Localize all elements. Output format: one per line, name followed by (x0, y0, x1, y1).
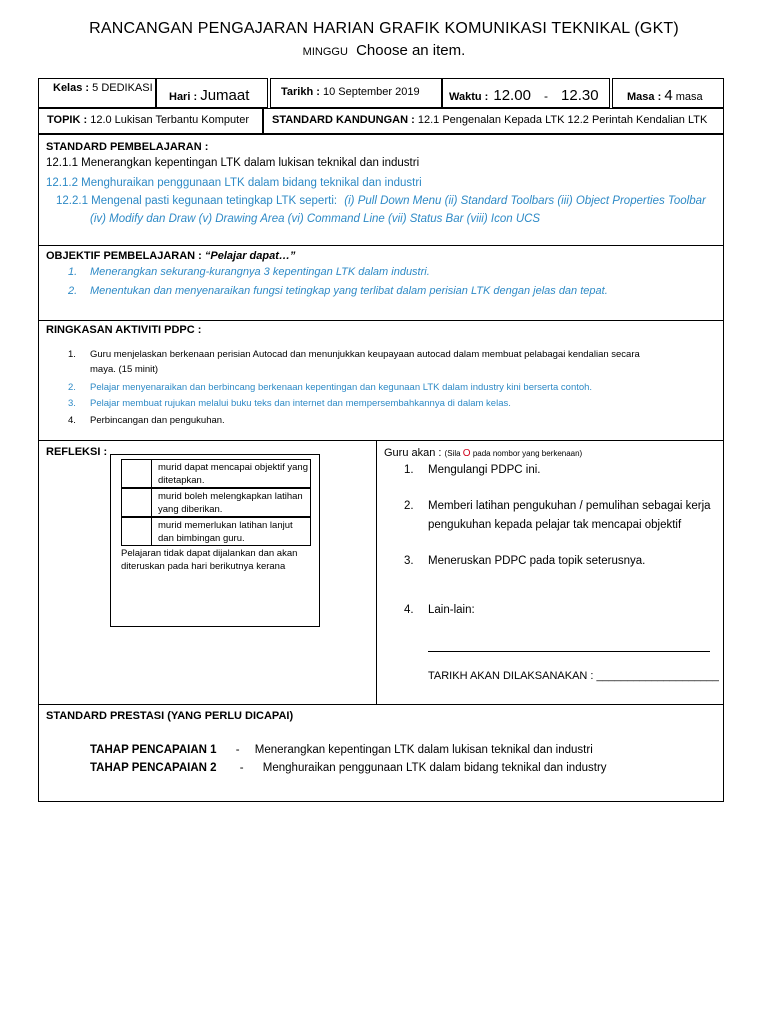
ringkasan-item-1: 1. Guru menjelaskan berkenaan perisian Autocad dan menunjukkan keupayaan autocad dalam membuat pelabagai kendalian secara (68, 349, 640, 360)
divider-refleksi-vertical (376, 440, 377, 704)
refleksi-row-1-text: murid dapat mencapai objektif yang ditetapkan. (158, 462, 308, 486)
tp2-label: TAHAP PENCAPAIAN 2 (90, 762, 217, 774)
refleksi-box (110, 454, 320, 627)
objektif-item-1: 1. Menerangkan sekurang-kurangnya 3 kepentingan LTK dalam industri. (68, 266, 430, 278)
ringkasan-item-4-text: Perbincangan dan pengukuhan. (90, 415, 225, 426)
masa-label: Masa : (627, 91, 662, 103)
kelas-value: 5 DEDIKASI (92, 82, 153, 94)
topik-label: TOPIK : (47, 114, 88, 126)
masa-unit: masa (675, 91, 703, 103)
lain-lain-line[interactable] (428, 651, 710, 652)
refleksi-checkbox-2[interactable] (122, 489, 152, 516)
refleksi-note: Pelajaran tidak dapat dijalankan dan akan diteruskan pada hari berikutnya kerana (121, 548, 298, 572)
standard-kandungan-cell (263, 108, 724, 134)
sp-line-2: 12.1.2 Menghuraikan penggunaan LTK dalam bidang teknikal dan industri (46, 177, 422, 189)
sp-line-1: 12.1.1 Menerangkan kepentingan LTK dalam lukisan teknikal dan industri (46, 157, 420, 169)
objektif-heading-label: OBJEKTIF PEMBELAJARAN : (46, 250, 202, 262)
guru-item-1-text: Mengulangi PDPC ini. (428, 464, 541, 476)
guru-akan-hint-open: (Sila (444, 449, 461, 458)
refleksi-row-1 (121, 459, 311, 488)
waktu-cell (442, 78, 610, 108)
guru-akan-label (384, 447, 582, 459)
minggu-dropdown[interactable]: Choose an item. (356, 42, 466, 59)
divider-prestasi (38, 704, 724, 705)
tp1-label: TAHAP PENCAPAIAN 1 (90, 744, 217, 756)
divider-objektif (38, 245, 724, 246)
refleksi-heading: REFLEKSI : (46, 446, 108, 458)
waktu-end: 12.30 (561, 87, 599, 104)
waktu-label: Waktu : (449, 91, 489, 103)
standard-pembelajaran-heading: STANDARD PEMBELAJARAN : (46, 141, 209, 153)
refleksi-row-3 (121, 517, 311, 546)
objektif-heading (46, 250, 295, 262)
objektif-item-2-text: Menentukan dan menyenaraikan fungsi tetingkap yang terlibat dalam perisian LTK dengan jelas dan tepat. (90, 285, 608, 297)
hari-label: Hari : (169, 91, 198, 103)
page-title: RANCANGAN PENGAJARAN HARIAN GRAFIK KOMUNIKASI TEKNIKAL (GKT) (89, 20, 679, 37)
refleksi-row-2-text: murid boleh melengkapkan latihan yang diberikan. (158, 491, 303, 515)
guru-akan-hint-close: pada nombor yang berkenaan) (472, 449, 583, 458)
guru-item-4-text: Lain-lain: (428, 604, 475, 616)
topik-value: 12.0 Lukisan Terbantu Komputer (90, 114, 249, 126)
tarikh-akan-dilaksanakan: TARIKH AKAN DILAKSANAKAN : ____________________ (428, 670, 719, 682)
masa-value: 4 (664, 87, 673, 104)
tahap-pencapaian-1 (90, 744, 593, 756)
refleksi-row-2 (121, 488, 311, 517)
ringkasan-heading: RINGKASAN AKTIVITI PDPC : (46, 324, 202, 336)
masa-cell (612, 78, 724, 108)
standard-kandungan-label: STANDARD KANDUNGAN : (272, 114, 415, 126)
standard-kandungan-value: 12.1 Pengenalan Kepada LTK 12.2 Perintah Kendalian LTK (417, 114, 708, 126)
sp-line-4: (iv) Modify dan Draw (v) Drawing Area (vi) Command Line (vii) Status Bar (viii) Icon UCS (90, 213, 541, 225)
kelas-cell (38, 78, 156, 108)
refleksi-row-3-text: murid memerlukan latihan lanjut dan bimbingan guru. (158, 520, 293, 544)
kelas-label: Kelas : (53, 82, 90, 94)
hari-value: Jumaat (200, 87, 250, 104)
guru-item-2-text: Memberi latihan pengukuhan / pemulihan sebagai kerja (428, 500, 711, 512)
tp1-text: Menerangkan kepentingan LTK dalam lukisan teknikal dan industri (254, 744, 593, 756)
objektif-item-1-text: Menerangkan sekurang-kurangnya 3 kepentingan LTK dalam industri. (90, 266, 430, 278)
waktu-separator: - (543, 89, 548, 103)
objektif-item-2: 2. Menentukan dan menyenaraikan fungsi tetingkap yang terlibat dalam perisian LTK dengan jelas dan tepat. (68, 285, 608, 297)
ringkasan-item-2-text: Pelajar menyenaraikan dan berbincang berkenaan kepentingan dan kegunaan LTK dalam industry kini berserta contoh. (90, 382, 593, 393)
tarikh-label: Tarikh : (281, 86, 320, 98)
minggu-label: MINGGU (302, 46, 348, 58)
divider-refleksi (38, 440, 724, 441)
objektif-heading-italic: “Pelajar dapat…” (204, 250, 296, 262)
sp-line-3-prefix: 12.2.1 Mengenal pasti kegunaan tetingkap LTK seperti: (56, 195, 338, 207)
refleksi-checkbox-3[interactable] (122, 518, 152, 545)
tarikh-cell (270, 78, 442, 108)
ringkasan-item-3-text: Pelajar membuat rujukan melalui buku teks dan internet dan mempersembahkannya di dalam kelas. (90, 398, 511, 409)
sp-line-3 (56, 195, 706, 207)
ringkasan-item-1-cont: maya. (15 minit) (90, 364, 159, 375)
divider-ringkasan (38, 320, 724, 321)
guru-akan-hint (445, 449, 583, 458)
guru-akan-label-text: Guru akan : (384, 447, 442, 459)
hari-cell (156, 78, 268, 108)
tahap-pencapaian-2 (90, 762, 607, 774)
guru-akan-hint-o: O (462, 448, 471, 459)
refleksi-checkbox-1[interactable] (122, 460, 152, 487)
sp-line-3-items: (i) Pull Down Menu (ii) Standard Toolbars (iii) Object Properties Toolbar (344, 195, 706, 207)
guru-item-3-text: Meneruskan PDPC pada topik seterusnya. (428, 555, 646, 567)
ringkasan-item-2: 2. Pelajar menyenaraikan dan berbincang berkenaan kepentingan dan kegunaan LTK dalam industry kini berserta contoh. (68, 382, 593, 393)
topik-cell (38, 108, 263, 134)
ringkasan-item-1-text: Guru menjelaskan berkenaan perisian Autocad dan menunjukkan keupayaan autocad dalam membuat pelabagai kendalian secara (90, 349, 640, 360)
tp2-dash: - (239, 762, 244, 774)
ringkasan-item-4: 4. Perbincangan dan pengukuhan. (68, 415, 225, 426)
tarikh-value: 10 September 2019 (322, 86, 420, 98)
ringkasan-item-3: 3. Pelajar membuat rujukan melalui buku teks dan internet dan mempersembahkannya di dalam kelas. (68, 398, 511, 409)
tp2-text: Menghuraikan penggunaan LTK dalam bidang teknikal dan industry (262, 762, 607, 774)
guru-item-2-cont-text: pengukuhan kepada pelajar tak mencapai objektif (428, 519, 682, 531)
minggu-line (0, 42, 768, 59)
waktu-start: 12.00 (493, 87, 531, 104)
tp1-dash: - (235, 744, 240, 756)
standard-prestasi-heading: STANDARD PRESTASI (YANG PERLU DICAPAI) (46, 710, 294, 722)
